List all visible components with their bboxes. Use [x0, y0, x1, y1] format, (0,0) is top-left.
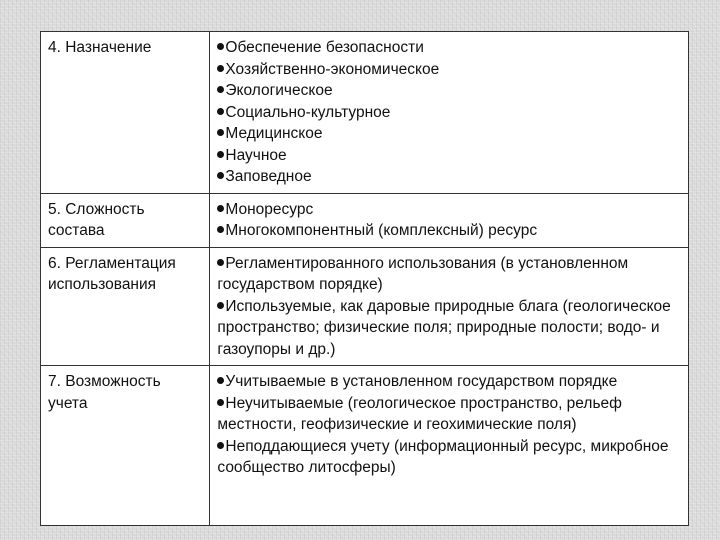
row-label: 7. Возможность учета — [48, 373, 161, 412]
list-item: Медицинское — [217, 123, 682, 145]
bullet-icon — [217, 108, 224, 115]
list-item: Многокомпонентный (комплексный) ресурс — [217, 220, 682, 242]
list-item: Неподдающиеся учету (информационный ресурс, микробное сообщество литосферы) — [217, 437, 669, 476]
bullet-icon — [217, 377, 224, 384]
row-items-cell — [210, 32, 689, 194]
list-item: Социально-культурное — [217, 102, 682, 124]
row-label: 6. Регламентация использования — [48, 254, 176, 293]
row-label-cell — [41, 32, 210, 194]
bullet-icon — [217, 226, 224, 233]
classification-table — [40, 31, 689, 526]
table-row — [41, 193, 689, 247]
row-label: 5. Сложность состава — [48, 200, 145, 239]
table-row — [41, 247, 689, 366]
table-row — [41, 32, 689, 194]
list-item: Научное — [217, 145, 682, 167]
bullet-icon — [217, 151, 224, 158]
bullet-icon — [217, 86, 224, 93]
row-label-cell — [41, 193, 210, 247]
bullet-icon — [217, 172, 224, 179]
table-row — [41, 366, 689, 526]
row-label-cell — [41, 247, 210, 366]
items-list — [217, 37, 682, 188]
bullet-icon — [217, 302, 224, 309]
list-item: Учитываемые в установленном государством порядке — [217, 371, 682, 393]
items-list — [217, 253, 682, 361]
bullet-icon — [217, 259, 224, 266]
list-item: Экологическое — [217, 80, 682, 102]
bullet-icon — [217, 205, 224, 212]
row-items-cell — [210, 247, 689, 366]
list-item: Регламентированного использования (в установленном государством порядке) — [217, 254, 629, 293]
list-item: Монoресурс — [217, 199, 682, 221]
bullet-icon — [217, 399, 224, 406]
list-item: Обеспечение безопасности — [217, 37, 682, 59]
list-item: Хозяйственно-экономическое — [217, 59, 682, 81]
row-items-cell — [210, 366, 689, 526]
row-label: 4. Назначение — [48, 39, 152, 56]
row-items-cell — [210, 193, 689, 247]
bullet-icon — [217, 43, 224, 50]
list-item: Неучитываемые (геологическое пространство, рельеф местности, геофизические и геохимические поля) — [217, 394, 622, 433]
bullet-icon — [217, 65, 224, 72]
items-list — [217, 199, 682, 242]
row-label-cell — [41, 366, 210, 526]
list-item: Заповедное — [217, 166, 682, 188]
bullet-icon — [217, 129, 224, 136]
list-item: Используемые, как даровые природные блага (геологическое пространство; физические поля; природные полости; водо- и газоупоры и др.) — [217, 297, 671, 358]
items-list — [217, 371, 682, 479]
bullet-icon — [217, 442, 224, 449]
